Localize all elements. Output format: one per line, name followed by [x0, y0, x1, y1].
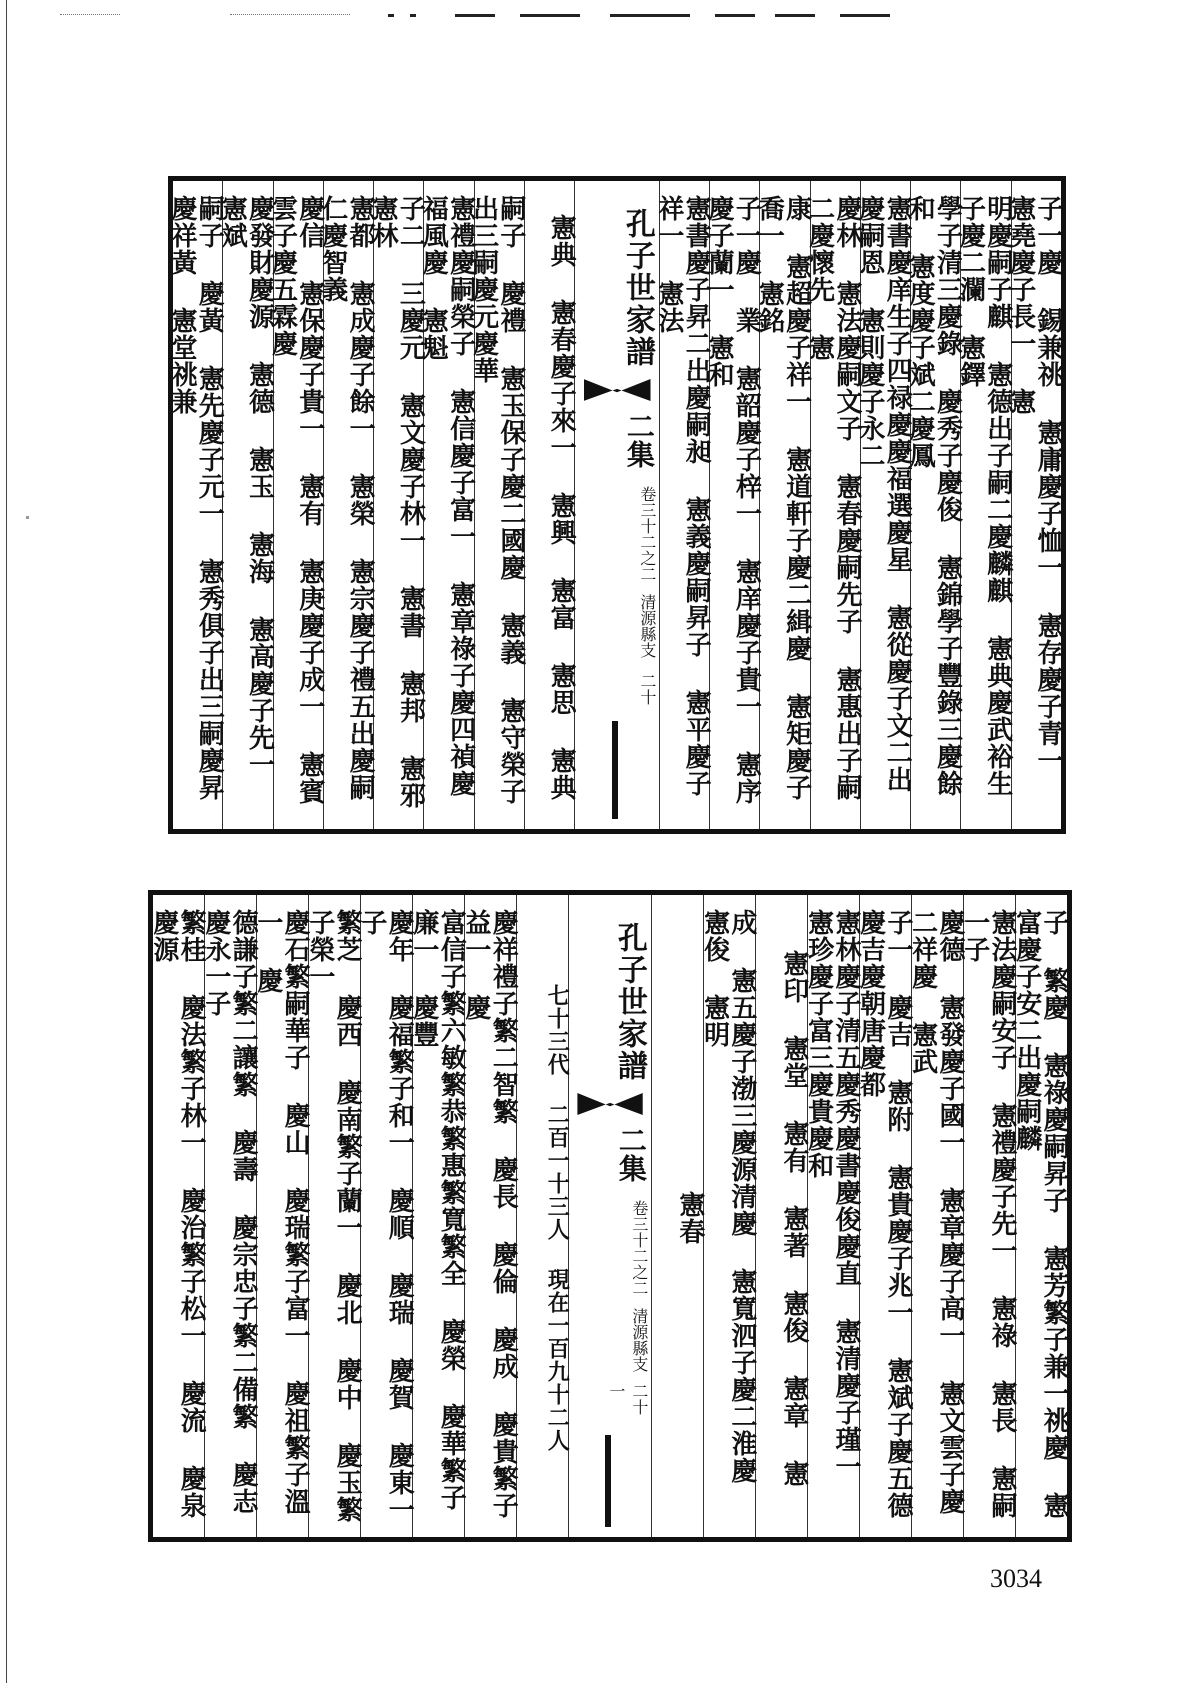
genealogy-column — [959, 895, 1017, 1537]
column-text: 嗣子 慶黃 憲先慶子元一 憲秀俱子出三嗣慶昇慶祥黃 憲堂祧兼 — [166, 195, 225, 801]
genealogy-column — [955, 181, 1013, 829]
book-title: 孔子世家譜 — [611, 922, 647, 1082]
column-text: 學子清三慶錄 慶秀子慶俊 憲錦學子豐錄三慶餘和 憲度慶子斌二慶鳳 — [905, 195, 963, 797]
genealogy-column — [905, 181, 963, 829]
column-text: 子一慶 業 憲韶慶子梓一 憲庠慶子貴一 憲序慶子蘭一 憲和 — [704, 195, 762, 805]
genealogy-column — [754, 181, 812, 829]
column-text: 明慶嗣子麒 憲德出子嗣二慶麟麒 憲典慶武裕生子慶二瀾 憲鐸 — [955, 195, 1013, 797]
column-text: 繁芝 慶西 慶南繁子蘭一 慶北 慶中 慶玉繁子榮一 — [304, 909, 363, 1523]
genealogy-column — [317, 181, 376, 829]
genealogy-column — [1005, 181, 1063, 829]
column-text: 憲林慶子清五慶秀慶書慶俊慶直 憲清慶子瑾一 憲珍慶子富三慶貴慶和 — [803, 909, 861, 1480]
volume-label: 卷三十二之二 — [629, 1200, 649, 1296]
scan-speck — [26, 516, 29, 519]
genealogy-column — [252, 895, 311, 1537]
page-number: 3034 — [990, 1564, 1042, 1593]
genealogy-column — [755, 895, 807, 1537]
column-text: 子二 三慶元 憲文慶子林一 憲書 憲邦 憲邪 憲林 — [368, 195, 426, 809]
column-text: 德謙子繁二讓繁 慶壽 慶宗忠子繁二備繁 慶志 慶永一子 — [200, 909, 259, 1515]
column-text: 憲法慶嗣安子 憲禮慶子先一 憲祿 憲長 憲嗣一子 — [959, 909, 1017, 1519]
genealogy-column — [408, 895, 467, 1537]
collection-label: 二集 — [622, 412, 656, 468]
genealogy-column — [418, 181, 476, 829]
column-text: 憲禮慶嗣榮子 憲信慶子富一 憲章祿子慶四禎慶福風慶 憲魁 — [418, 195, 476, 797]
genealogy-column — [651, 895, 703, 1537]
genealogy-column — [460, 895, 519, 1537]
column-text: 慶德 憲發慶子國一 憲章慶子高一 憲文雲子慶二祥慶 憲武 — [907, 909, 965, 1515]
column-text: 憲印 憲堂 憲有 憲著 憲俊 憲章 憲 — [778, 949, 809, 1487]
column-text: 慶祥禮子繁二智繁 慶長 慶倫 慶成 慶貴繁子益一 慶 — [460, 909, 519, 1519]
genealogy-page-upper — [168, 176, 1066, 834]
genealogy-column — [653, 181, 712, 829]
column-text: 憲典 憲春慶子來一 憲興 憲富 憲思 憲典 — [546, 213, 577, 801]
genealogy-column — [803, 895, 861, 1537]
genealogy-column — [304, 895, 363, 1537]
column-text: 憲都 憲成慶子餘一 憲榮 憲宗慶子禮五出慶嗣仁慶智義 — [317, 195, 376, 801]
fold-header-column — [568, 895, 651, 1537]
leaf-number: 二十一 — [606, 1383, 649, 1415]
genealogy-column — [148, 895, 207, 1537]
fold-bar — [612, 721, 618, 819]
book-title: 孔子世家譜 — [619, 208, 655, 368]
scan-artifact-top — [0, 0, 1190, 24]
column-text: 憲春 — [674, 1191, 705, 1245]
column-text: 憲書慶子昇二出慶嗣昶 憲義慶嗣昇子 憲平慶子祥一 憲法 — [653, 195, 712, 797]
column-text: 慶年 慶福繁子和一 慶順 慶瑞 慶賀 慶東一子 — [356, 909, 415, 1523]
genealogy-column — [166, 181, 225, 829]
column-text: 子 繁慶 憲祿慶嗣昇子 憲芳繁子兼一祧慶 憲富慶子安二出慶嗣麟 — [1011, 909, 1069, 1519]
genealogy-column — [1011, 895, 1069, 1537]
genealogy-column — [855, 895, 913, 1537]
genealogy-column — [907, 895, 965, 1537]
genealogy-column — [854, 181, 913, 829]
column-text: 成 憲五慶子渤三慶源清慶 憲寬泗子慶二淮慶 憲俊 憲明 — [699, 909, 757, 1484]
genealogy-column — [200, 895, 259, 1537]
column-text: 憲書慶庠生子四禄慶慶福選慶星 憲從慶子文二出慶嗣恩 憲則慶子永二 — [854, 195, 913, 793]
branch-label: 清源縣支 — [629, 1308, 649, 1372]
fold-bar — [605, 1435, 611, 1527]
genealogy-column — [704, 181, 762, 829]
column-text: 慶石繁嗣華子 慶山 慶瑞繁子富一 慶祖繁子溫一 慶 — [252, 909, 311, 1515]
collection-label: 二集 — [614, 1126, 648, 1182]
column-text: 子一 慶吉 憲附 憲貴慶子兆一 憲斌子慶五德慶吉慶朝唐慶都 — [855, 909, 913, 1519]
generation-summary-text: 七十三代 二百一十三人 現在一百九十二人 — [544, 984, 571, 1452]
column-text: 繁桂 慶法繁子林一 慶治繁子松一 慶流 慶泉 慶源 — [148, 909, 207, 1519]
column-text: 慶發財慶源 憲德 憲玉 憲海 憲高慶子先一 憲斌 — [217, 195, 275, 778]
column-text: 子一慶 錫兼祧 憲庸慶子恤一 憲存慶子青一 憲堯慶子長一 憲 — [1005, 195, 1063, 774]
column-text: 慶信 憲保慶子貴一 憲有 憲庚慶子成一 憲賓雲子慶五霖慶 — [267, 195, 325, 805]
column-text: 慶林 憲法慶嗣文子 憲春慶嗣先子 憲惠出子嗣二慶懷先 憲 — [804, 195, 862, 801]
genealogy-column — [356, 895, 415, 1537]
leaf-number: 二十 — [637, 673, 657, 705]
genealogy-column — [217, 181, 275, 829]
volume-label: 卷三十二之二 — [637, 486, 657, 582]
genealogy-column — [524, 181, 577, 829]
generation-summary-column — [516, 895, 571, 1537]
column-text: 康 憲超慶子祥一 憲道軒子慶二緝慶 憲矩慶子喬一 憲銘 — [754, 195, 812, 801]
branch-label: 清源縣支 — [637, 594, 657, 658]
page-edge-line — [6, 0, 7, 1683]
column-text: 嗣子 慶禮 憲玉保子慶二國慶 憲義 憲守榮子出三嗣慶元慶華 — [468, 195, 526, 805]
genealogy-column — [804, 181, 862, 829]
genealogy-column — [699, 895, 757, 1537]
column-text: 富信子繁六敏繁恭繁惠繁寬繁全 慶榮 慶華繁子廉一 慶豐 — [408, 909, 467, 1511]
genealogy-column — [368, 181, 426, 829]
genealogy-page-lower — [148, 890, 1072, 1542]
fold-header-column — [574, 181, 659, 829]
genealogy-column — [267, 181, 325, 829]
genealogy-column — [468, 181, 526, 829]
